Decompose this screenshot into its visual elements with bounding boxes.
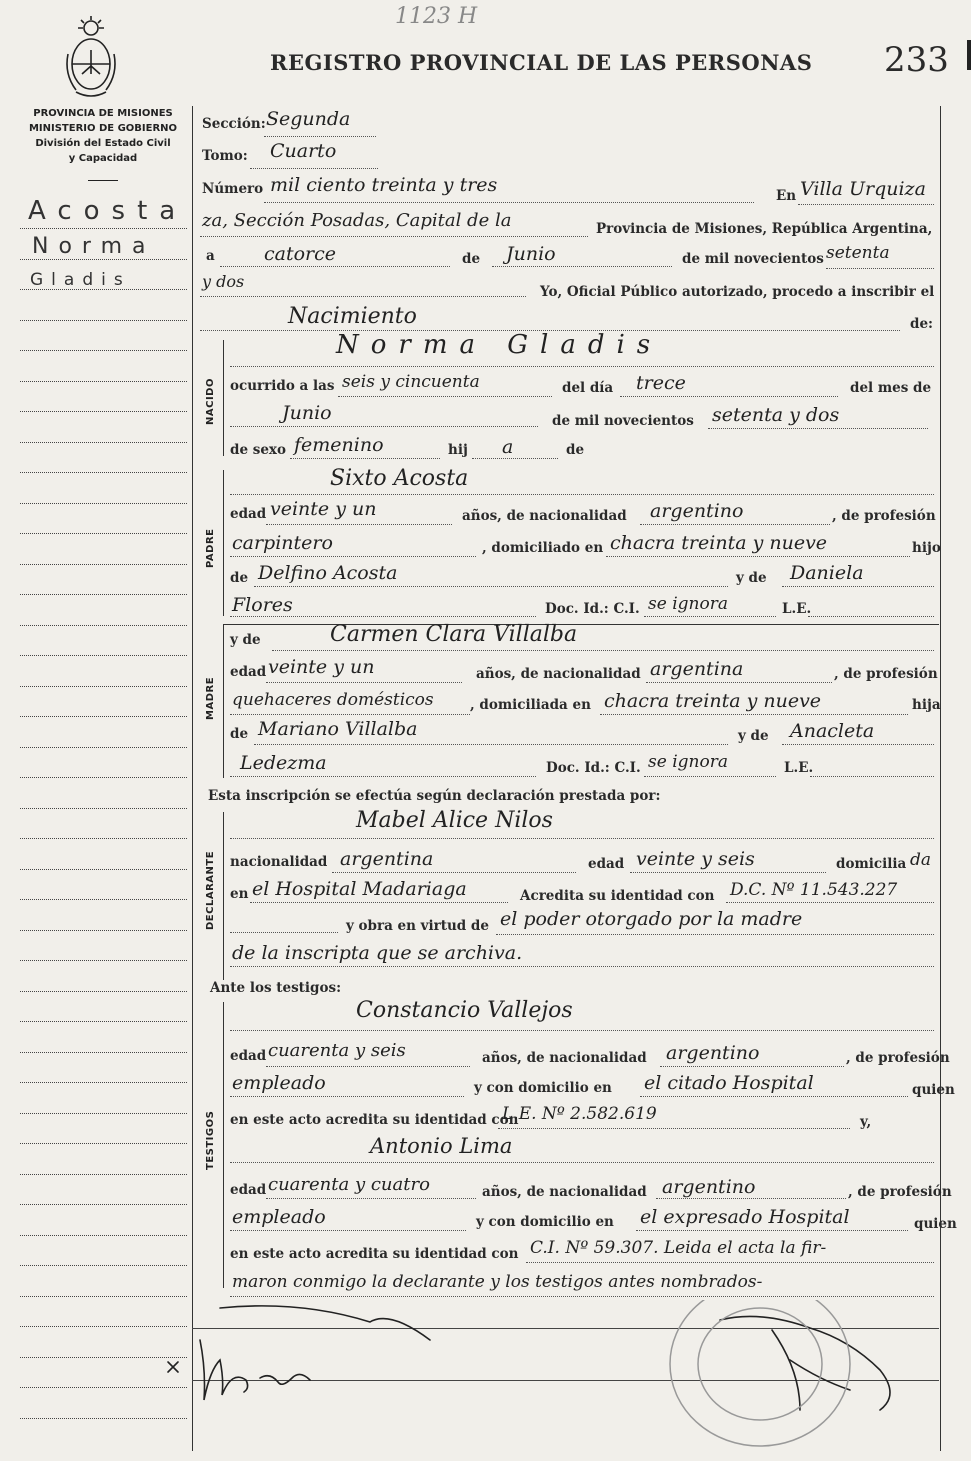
testigo2-nationality-line [656, 1198, 846, 1199]
madre-age-label: edad [230, 664, 267, 680]
testigo1-age: cuarenta y seis [268, 1040, 406, 1061]
margin-name1: Norma [32, 234, 156, 259]
madre-dom-label: , domiciliada en [470, 697, 591, 713]
testigo1-name-line [230, 1030, 934, 1031]
top-annotation: 1123 H [395, 4, 478, 29]
padre-yde-label: y de [736, 570, 767, 586]
nacido-hij-suffix: a [502, 436, 514, 458]
declarante-nationality: argentina [340, 848, 434, 870]
nacido-side-label: NACIDO [205, 378, 216, 425]
testigo1-id-line [498, 1128, 850, 1129]
nacido-time-line [338, 396, 552, 397]
margin-dotted-line [20, 960, 187, 961]
padre-age-label: edad [230, 506, 267, 522]
declarante-obra2: de la inscripta que se archiva. [232, 942, 523, 964]
declarante-dom-label: domicilia [836, 856, 907, 872]
testigo1-prof-label: , de profesión [846, 1050, 950, 1066]
testigo2-prof-label: , de profesión [848, 1184, 952, 1200]
margin-dotted-line [20, 411, 187, 412]
padre-name: Sixto Acosta [330, 466, 469, 491]
margin-dotted-line [20, 1113, 187, 1114]
date-year2-line [200, 296, 526, 297]
margin-dotted-line [20, 228, 187, 229]
nacido-month-label: del mes de [850, 380, 932, 396]
margin-dotted-line [20, 716, 187, 717]
padre-le-line [808, 616, 934, 617]
testigo2-profession: empleado [232, 1206, 326, 1228]
coat-of-arms-icon [62, 14, 120, 100]
testigo2-name: Antonio Lima [370, 1134, 513, 1158]
date-year-label: de mil novecientos [682, 251, 824, 267]
nacido-time-label: ocurrido a las [230, 378, 335, 394]
testigo1-name: Constancio Vallejos [356, 998, 573, 1023]
margin-dotted-line [20, 777, 187, 778]
date-a-label: a [206, 248, 215, 264]
nacido-month: Junio [282, 402, 332, 424]
testigo1-profession: empleado [232, 1072, 326, 1094]
margin-dotted-line [20, 899, 187, 900]
padre-domicile-line [606, 556, 910, 557]
madre-nationality-line [646, 682, 832, 683]
section-label: Sección: [202, 116, 266, 132]
number-line [264, 202, 754, 203]
madre-mother1: Anacleta [790, 720, 875, 742]
madre-mother2-line [230, 776, 536, 777]
padre-profession: carpintero [232, 532, 333, 554]
padre-father: Delfino Acosta [258, 562, 398, 584]
madre-le-label: L.E. [784, 760, 814, 776]
place-value: Villa Urquiza [800, 178, 926, 200]
nacido-year-label: de mil novecientos [552, 413, 694, 429]
testigo1-y-label: y, [860, 1114, 872, 1130]
testigo2-profession-line [230, 1230, 466, 1231]
padre-nationality: argentino [650, 500, 744, 522]
declarante-age-label: edad [588, 856, 625, 872]
testigo2-dom-label: y con domicilio en [476, 1214, 614, 1230]
testigo2-age-line [266, 1198, 476, 1199]
margin-dotted-line [20, 533, 187, 534]
margin-dotted-line [20, 991, 187, 992]
testigos-bar [223, 1002, 224, 1288]
closing-text: maron conmigo la declarante y los testigos antes nombrados- [232, 1272, 763, 1292]
closing-line [230, 1296, 934, 1297]
testigo1-nat-label: años, de nacionalidad [482, 1050, 647, 1066]
testigo2-id: C.I. Nº 59.307. Leida el acta la fir- [530, 1238, 827, 1258]
padre-nationality-line [640, 524, 830, 525]
margin-dotted-line [20, 472, 187, 473]
declarante-place: el Hospital Madariaga [252, 878, 467, 900]
margin-surname: Acosta [28, 196, 188, 226]
margin-dotted-line [20, 381, 187, 382]
madre-prof-label: , de profesión [834, 666, 938, 682]
margin-dotted-line [20, 564, 187, 565]
nacido-hij-label: hij [448, 442, 468, 458]
madre-yde2-label: y de [738, 728, 769, 744]
declarante-id-label: Acredita su identidad con [520, 888, 715, 904]
declarante-obra-label: y obra en virtud de [346, 918, 489, 934]
madre-doc: se ignora [648, 752, 728, 772]
declarante-name: Mabel Alice Nilos [356, 808, 553, 833]
madre-side-label: MADRE [205, 676, 216, 720]
nacido-name-line [230, 366, 934, 367]
ministry-line: MINISTERIO DE GOBIERNO [28, 123, 178, 134]
padre-nat-label: años, de nacionalidad [462, 508, 627, 524]
testigo2-nationality: argentino [662, 1176, 756, 1198]
margin-dotted-line [20, 930, 187, 931]
en-label: En [776, 188, 797, 204]
nacido-day: trece [636, 372, 686, 394]
section-value: Segunda [266, 108, 351, 130]
ministry-line: y Capacidad [68, 153, 138, 164]
declarante-nationality-line [332, 872, 576, 873]
nacido-sex-line [290, 458, 440, 459]
testigo2-name-line [230, 1162, 934, 1163]
date-month-line [492, 266, 672, 267]
madre-nat-label: años, de nacionalidad [476, 666, 641, 682]
margin-dotted-line [20, 1052, 187, 1053]
padre-dom-label: , domiciliado en [482, 540, 604, 556]
madre-de-label: de [230, 726, 249, 742]
ministry-underline [88, 180, 118, 181]
margin-dotted-line [20, 1082, 187, 1083]
padre-mother1: Daniela [790, 562, 864, 584]
padre-side-label: PADRE [205, 528, 216, 568]
nacido-day-line [620, 396, 838, 397]
margin-dotted-line [20, 1174, 187, 1175]
date-year1: setenta [826, 243, 890, 263]
madre-age: veinte y un [268, 656, 375, 678]
testigo2-age: cuarenta y cuatro [268, 1174, 430, 1195]
madre-mother1-line [782, 744, 934, 745]
margin-dotted-line [20, 1021, 187, 1022]
place-continuation-line [200, 236, 588, 237]
declarante-age: veinte y seis [636, 848, 755, 870]
padre-bar [223, 470, 224, 616]
volume-line [250, 168, 378, 169]
padre-father-line [254, 586, 728, 587]
madre-domicile-line [600, 714, 908, 715]
margin-dotted-line [20, 1296, 187, 1297]
date-month: Junio [506, 243, 556, 265]
testigo2-id-line [526, 1262, 934, 1263]
date-year1-line [826, 268, 934, 269]
declarante-id: D.C. Nº 11.543.227 [730, 880, 898, 900]
declarante-bar [223, 812, 224, 980]
ministry-block [14, 106, 192, 166]
margin-dotted-line [20, 1235, 187, 1236]
declarante-obra2-line [230, 966, 934, 967]
testigo2-domicile-line [636, 1230, 908, 1231]
testigo1-profession-line [230, 1096, 464, 1097]
padre-doc: se ignora [648, 594, 728, 614]
declarante-obra1-line [496, 934, 934, 935]
nacido-month-line [230, 426, 538, 427]
padre-profession-line [230, 556, 476, 557]
declarante-en-label: en [230, 886, 249, 902]
padre-mother2-line [230, 616, 536, 617]
testigo1-domicile: el citado Hospital [644, 1072, 814, 1094]
testigo1-quien-label: quien [912, 1082, 955, 1098]
testigo1-domicile-line [640, 1096, 908, 1097]
date-day-line [220, 266, 450, 267]
nacido-year-line [708, 428, 928, 429]
declarante-obra1: el poder otorgado por la madre [500, 908, 803, 930]
officer-text: Yo, Oficial Público autorizado, procedo a inscribir el [540, 284, 935, 300]
testigo1-id-label: en este acto acredita su identidad con [230, 1112, 519, 1128]
testigo1-id: L.E. Nº 2.582.619 [502, 1104, 657, 1124]
declaration-text: Esta inscripción se efectúa según declaración prestada por: [208, 788, 661, 804]
margin-dotted-line [20, 442, 187, 443]
testigo1-age-label: edad [230, 1048, 267, 1064]
margin-dotted-line [20, 503, 187, 504]
padre-le-label: L.E. [782, 601, 812, 617]
testigo2-quien-label: quien [914, 1216, 957, 1232]
padre-mother2: Flores [232, 594, 293, 616]
madre-bar [223, 624, 224, 778]
page-title: REGISTRO PROVINCIAL DE LAS PERSONAS [270, 50, 813, 75]
declarante-dom-suffix: da [910, 850, 932, 870]
margin-dotted-line [20, 808, 187, 809]
signatures-drawing [160, 1300, 960, 1450]
margin-dotted-line [20, 1265, 187, 1266]
madre-name-line [272, 650, 934, 651]
nacido-day-label: del día [562, 380, 614, 396]
nacido-name: Norma Gladis [336, 330, 663, 360]
testigo1-age-line [266, 1066, 470, 1067]
madre-hija-label: hija [912, 697, 941, 713]
margin-dotted-line [20, 594, 187, 595]
madre-nationality: argentina [650, 658, 744, 680]
madre-mother2: Ledezma [240, 752, 327, 774]
margin-dotted-line [20, 350, 187, 351]
padre-name-line [230, 494, 934, 495]
margin-dotted-line [20, 838, 187, 839]
declarante-place-line [250, 902, 508, 903]
edge-mark [967, 40, 971, 70]
madre-doc-label: Doc. Id.: C.I. [546, 760, 641, 776]
madre-le-line [810, 776, 934, 777]
madre-father: Mariano Villalba [258, 718, 418, 740]
padre-de-label: de [230, 570, 249, 586]
madre-yde-label: y de [230, 632, 261, 648]
testigo2-domicile: el expresado Hospital [640, 1206, 850, 1228]
margin-dotted-line [20, 625, 187, 626]
date-de-label: de [462, 251, 481, 267]
nacido-year: setenta y dos [712, 404, 840, 426]
margin-dotted-line [20, 289, 187, 290]
record-number: 233 [884, 40, 949, 80]
declarante-id-line [726, 902, 934, 903]
nacido-de-label: de [566, 442, 585, 458]
declarante-age-line [630, 872, 826, 873]
number-value: mil ciento treinta y tres [270, 174, 498, 196]
nacido-hij-line [472, 458, 558, 459]
act-type: Nacimiento [288, 304, 417, 329]
section-line [264, 136, 376, 137]
margin-name2: Gladis [30, 270, 131, 290]
margin-dotted-line [20, 869, 187, 870]
madre-profession: quehaceres domésticos [232, 690, 434, 710]
province-text: Provincia de Misiones, República Argentina, [596, 221, 933, 237]
date-day: catorce [264, 243, 337, 265]
date-year2: y dos [202, 272, 245, 291]
number-label: Número [202, 181, 264, 197]
volume-value: Cuarto [270, 140, 337, 162]
padre-prof-label: , de profesión [832, 508, 936, 524]
place-line [798, 204, 934, 205]
madre-doc-line [644, 776, 776, 777]
declarante-side-label: DECLARANTE [205, 850, 216, 930]
padre-hijo-label: hijo [912, 540, 941, 556]
testigo2-id-label: en este acto acredita su identidad con [230, 1246, 519, 1262]
padre-age-line [266, 524, 452, 525]
declarante-name-line [230, 838, 934, 839]
nacido-sex: femenino [294, 434, 384, 456]
padre-doc-line [644, 616, 776, 617]
madre-domicile: chacra treinta y nueve [604, 690, 822, 712]
margin-dotted-line [20, 1143, 187, 1144]
margin-dotted-line [20, 1204, 187, 1205]
margin-dotted-line [20, 747, 187, 748]
declarante-nat-label: nacionalidad [230, 854, 328, 870]
place-continuation: za, Sección Posadas, Capital de la [202, 210, 512, 231]
volume-label: Tomo: [202, 148, 248, 164]
padre-doc-label: Doc. Id.: C.I. [545, 601, 640, 617]
madre-name: Carmen Clara Villalba [330, 622, 578, 647]
testigo1-nationality-line [660, 1066, 844, 1067]
testigo1-nationality: argentino [666, 1042, 760, 1064]
testigos-side-label: TESTIGOS [205, 1110, 216, 1170]
testigo1-dom-label: y con domicilio en [474, 1080, 612, 1096]
declarante-obra-pre-line [230, 932, 338, 933]
nacido-sex-label: de sexo [230, 442, 286, 458]
padre-age: veinte y un [270, 498, 377, 520]
act-de-label: de: [910, 316, 934, 332]
margin-dotted-line [20, 320, 187, 321]
madre-age-line [266, 682, 462, 683]
margin-dotted-line [20, 259, 187, 260]
margin-dotted-line [20, 655, 187, 656]
nacido-bar [223, 340, 224, 456]
madre-father-line [254, 744, 728, 745]
ministry-line: División del Estado Civil [35, 138, 171, 149]
witnesses-text: Ante los testigos: [210, 980, 342, 996]
madre-profession-line [230, 714, 470, 715]
padre-domicile: chacra treinta y nueve [610, 532, 828, 554]
testigo2-nat-label: años, de nacionalidad [482, 1184, 647, 1200]
nacido-time: seis y cincuenta [342, 372, 480, 392]
ministry-line: PROVINCIA DE MISIONES [33, 108, 173, 119]
testigo2-age-label: edad [230, 1182, 267, 1198]
padre-mother1-line [782, 586, 934, 587]
margin-dotted-line [20, 686, 187, 687]
